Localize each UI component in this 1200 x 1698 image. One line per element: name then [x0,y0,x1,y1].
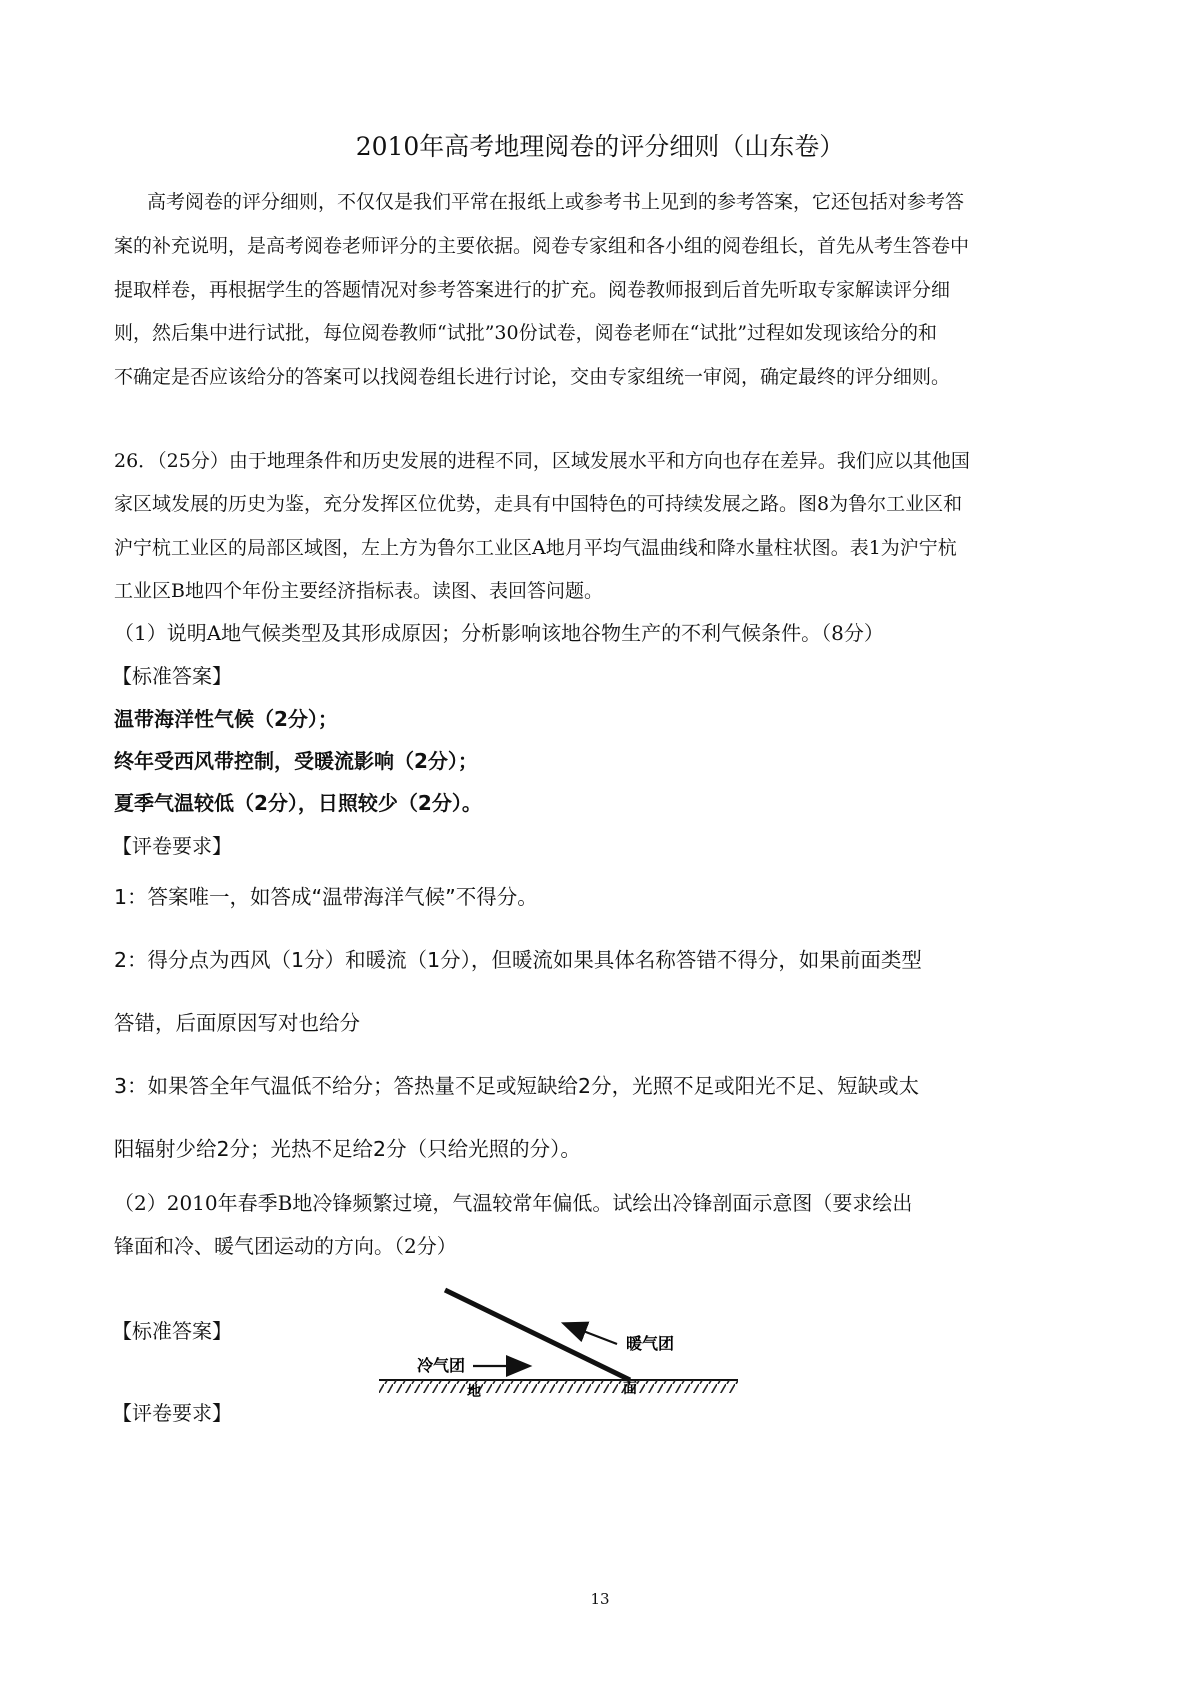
question-line: 26．（25分）由于地理条件和历史发展的进程不同，区域发展水平和方向也存在差异。我们应以其他国 [114,450,970,472]
answer-line: 温带海洋性气候（2分）； [114,707,338,731]
question-line: （2）2010年春季B地冷锋频繁过境，气温较常年偏低。试绘出冷锋剖面示意图（要求绘出 [114,1191,913,1215]
question-line: 沪宁杭工业区的局部区域图，左上方为鲁尔工业区A地月平均气温曲线和降水量柱状图。表1为沪宁杭 [114,537,957,559]
standard-answer-heading: 【标准答案】 [112,664,232,688]
ground-label-di: 地 [467,1384,481,1400]
rule-line: 答错，后面原因写对也给分 [114,1011,360,1035]
grading-heading: 【评卷要求】 [112,834,232,858]
ground-label-mian: 面 [623,1381,637,1397]
page-number: 13 [590,1590,610,1608]
question-line: 家区域发展的历史为鉴，充分发挥区位优势，走具有中国特色的可持续发展之路。图8为鲁尔工业区和 [114,493,963,515]
grading-heading-2: 【评卷要求】 [112,1401,232,1425]
intro-line: 则，然后集中进行试批，每位阅卷教师“试批”30份试卷，阅卷老师在“试批”过程如发现该给分的和 [114,322,938,344]
cold-air-mass-label: 冷气团 [417,1356,466,1375]
rule-line: 3：如果答全年气温低不给分；答热量不足或短缺给2分，光照不足或阳光不足、短缺或太 [114,1074,920,1098]
question-line: 工业区B地四个年份主要经济指标表。读图、表回答问题。 [114,580,603,602]
front-surface-line [445,1290,630,1380]
part1-question: （1）说明A地气候类型及其形成原因；分析影响该地谷物生产的不利气候条件。（8分） [114,621,884,645]
intro-line: 不确定是否应该给分的答案可以找阅卷组长进行讨论，交由专家组统一审阅，确定最终的评分细则。 [114,366,951,388]
warm-air-arrow [565,1324,617,1344]
intro-line: 提取样卷，再根据学生的答题情况对参考答案进行的扩充。阅卷教师报到后首先听取专家解读评分细 [114,279,951,301]
warm-air-mass-label: 暖气团 [626,1334,675,1353]
rule-line: 2：得分点为西风（1分）和暖流（1分），但暖流如果具体名称答错不得分，如果前面类型 [114,948,922,972]
rule-line: 阳辐射少给2分；光热不足给2分（只给光照的分）。 [114,1137,581,1161]
standard-answer-heading-2: 【标准答案】 [112,1319,232,1343]
intro-line: 高考阅卷的评分细则，不仅仅是我们平常在报纸上或参考书上见到的参考答案，它还包括对参考答 [147,191,965,213]
page-title: 2010年高考地理阅卷的评分细则（山东卷） [355,132,845,161]
cold-front-diagram [375,1272,745,1420]
ground-hatching [379,1380,738,1393]
answer-line: 夏季气温较低（2分），日照较少（2分）。 [114,791,482,815]
intro-line: 案的补充说明，是高考阅卷老师评分的主要依据。阅卷专家组和各小组的阅卷组长，首先从考生答卷中 [114,235,970,257]
rule-line: 1：答案唯一，如答成“温带海洋气候”不得分。 [114,885,538,909]
answer-line: 终年受西风带控制，受暖流影响（2分）； [114,749,478,773]
question-line: 锋面和冷、暖气团运动的方向。（2分） [114,1234,457,1258]
